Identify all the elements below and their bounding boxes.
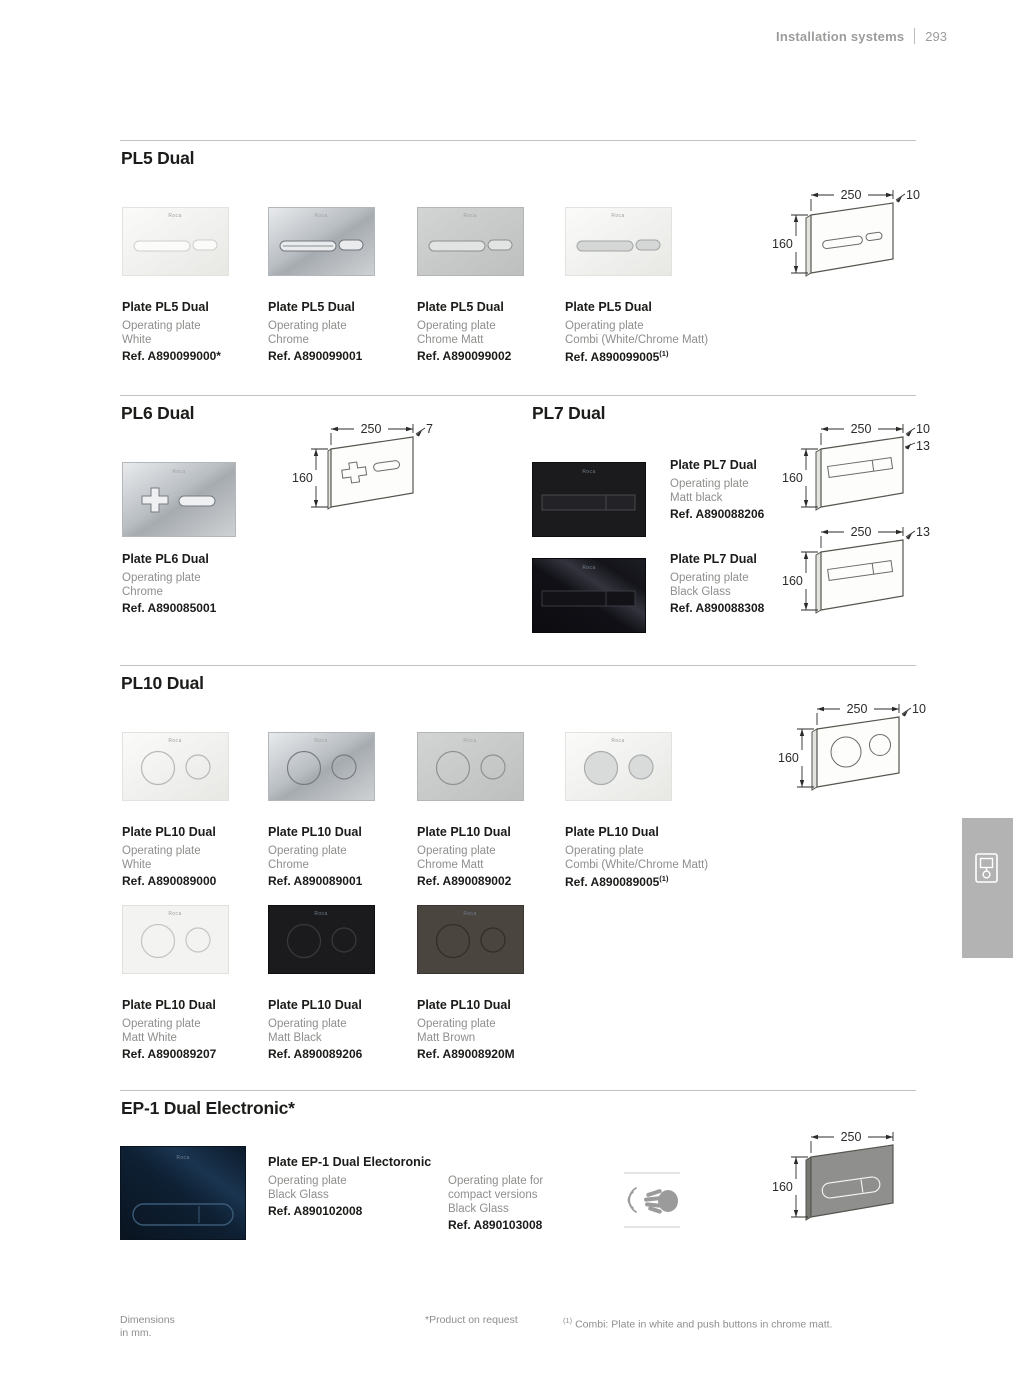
page-header — [776, 28, 947, 44]
product-card — [268, 1155, 448, 1218]
product-photo-combi-plate — [565, 207, 672, 276]
product-desc: Operating plate White — [122, 845, 201, 871]
roca-logo: Roca — [314, 911, 328, 917]
product-photo-chrome-plate — [268, 732, 375, 801]
product-photo-white-plate — [122, 207, 229, 276]
roca-logo: Roca — [168, 738, 182, 744]
roca-logo: Roca — [463, 911, 477, 917]
footnote-combi: $^{(1)}$ Combi: Plate in white and push buttons in chrome matt. — [563, 1316, 833, 1331]
product-card — [268, 732, 428, 888]
dim-width-label: 250 — [850, 422, 872, 436]
product-ref: Ref. A890089207 — [122, 1047, 217, 1061]
dimension-diagram-pl6 — [292, 420, 440, 524]
roca-logo: Roca — [611, 738, 625, 744]
dim-depth2-label: 13 — [916, 439, 930, 453]
product-desc: Operating plate for compact versions Black Glass — [448, 1175, 544, 1215]
dim-depth-label: 10 — [916, 422, 930, 436]
dim-width-label: 250 — [840, 188, 862, 202]
product-card — [122, 905, 282, 1061]
dimension-diagram-pl10 — [778, 700, 926, 804]
product-ref: Ref. A89008920M — [417, 1047, 515, 1061]
dim-depth-label: 10 — [906, 188, 920, 202]
product-photo-chrome-plate — [268, 207, 375, 276]
product-name: Plate PL5 Dual — [122, 300, 209, 314]
section-rule — [120, 1090, 916, 1091]
concealed-cistern-icon — [974, 852, 1000, 890]
product-ref: Ref. A890099005$^{(1)}$ — [565, 349, 669, 364]
roca-logo: Roca — [172, 469, 186, 475]
product-desc: Operating plate Chrome — [268, 845, 347, 871]
product-card — [565, 207, 725, 364]
product-photo-matt-white-plate — [122, 905, 229, 974]
product-ref: Ref. A890099002 — [417, 349, 512, 363]
product-name: Plate PL10 Dual — [417, 998, 511, 1012]
product-ref: Ref. A890088308 — [670, 601, 765, 615]
product-ref: Ref. A890088206 — [670, 507, 765, 521]
roca-logo: Roca — [314, 738, 328, 744]
product-card — [122, 552, 292, 615]
page-number: 293 — [925, 28, 947, 44]
product-ref: Ref. A890089005$^{(1)}$ — [565, 874, 669, 889]
roca-logo: Roca — [582, 469, 596, 475]
product-desc: Operating plate Matt black — [670, 478, 749, 504]
product-desc: Operating plate Chrome — [122, 572, 201, 598]
product-name: Plate PL6 Dual — [122, 552, 209, 566]
product-name: Plate PL5 Dual — [268, 300, 355, 314]
roca-logo: Roca — [463, 738, 477, 744]
product-photo-pl7-matt-black-plate — [532, 462, 646, 537]
product-card — [268, 905, 428, 1061]
dim-depth-label: 7 — [426, 422, 433, 436]
footnote-dimensions: Dimensions in mm. — [120, 1314, 175, 1339]
chapter-tab — [962, 818, 1013, 958]
section-rule — [120, 665, 916, 666]
product-card — [268, 207, 428, 363]
product-name: Plate PL10 Dual — [417, 825, 511, 839]
product-photo-pl6-chrome-plate — [122, 462, 236, 537]
product-desc: Operating plate Chrome Matt — [417, 320, 496, 346]
product-card — [417, 207, 577, 363]
dim-width-label: 250 — [846, 702, 868, 716]
section-label: Installation systems — [776, 28, 905, 44]
product-name: Plate PL10 Dual — [122, 825, 216, 839]
product-photo-ep1-black-glass-plate — [120, 1146, 246, 1240]
product-desc: Operating plate Matt White — [122, 1018, 201, 1044]
roca-logo: Roca — [168, 911, 182, 917]
product-desc: Operating plate Black Glass — [268, 1175, 347, 1201]
section-rule — [120, 395, 916, 396]
product-photo-combi-plate — [565, 732, 672, 801]
product-desc: Operating plate Matt Brown — [417, 1018, 496, 1044]
product-name: Plate EP-1 Dual Electoronic — [268, 1155, 432, 1169]
footnote-product-request: *Product on request — [425, 1314, 518, 1326]
product-card — [565, 732, 725, 889]
header-divider — [914, 28, 915, 44]
dim-height-label: 160 — [772, 1180, 793, 1194]
product-desc: Operating plate Combi (White/Chrome Matt) — [565, 320, 709, 346]
product-photo-chrome-matt-plate — [417, 732, 524, 801]
dim-height-label: 160 — [292, 471, 313, 485]
product-photo-chrome-matt-plate — [417, 207, 524, 276]
product-name: Plate PL10 Dual — [565, 825, 659, 839]
roca-logo: Roca — [314, 213, 328, 219]
dim-height-label: 160 — [772, 237, 793, 251]
roca-logo: Roca — [611, 213, 625, 219]
product-desc: Operating plate Chrome — [268, 320, 347, 346]
waves-icon — [628, 1188, 636, 1212]
dim-width-label: 250 — [850, 525, 872, 539]
product-ref: Ref. A890099000* — [122, 349, 221, 363]
product-desc: Operating plate Black Glass — [670, 572, 749, 598]
product-name: Plate PL10 Dual — [268, 998, 362, 1012]
dim-height-label: 160 — [782, 471, 803, 485]
roca-logo: Roca — [176, 1155, 190, 1161]
product-ref: Ref. A890089002 — [417, 874, 512, 888]
dimension-diagram-ep1 — [772, 1125, 920, 1235]
product-photo-pl7-black-glass-plate — [532, 558, 646, 633]
product-card — [122, 207, 282, 363]
section-rule — [120, 140, 916, 141]
dim-depth-label: 10 — [912, 702, 926, 716]
product-ref: Ref. A890089001 — [268, 874, 363, 888]
dim-depth-label: 13 — [916, 525, 930, 539]
product-card — [417, 905, 577, 1061]
product-ref: Ref. A890102008 — [268, 1204, 363, 1218]
product-desc: Operating plate Chrome Matt — [417, 845, 496, 871]
dim-width-label: 250 — [840, 1130, 862, 1144]
section-title-pl6: PL6 Dual — [121, 403, 195, 423]
dim-height-label: 160 — [782, 574, 803, 588]
product-desc: Operating plate White — [122, 320, 201, 346]
product-variant — [448, 1174, 598, 1232]
product-ref: Ref. A890089206 — [268, 1047, 363, 1061]
product-photo-matt-brown-plate — [417, 905, 524, 974]
product-desc: Operating plate Combi (White/Chrome Matt) — [565, 845, 709, 871]
product-ref: Ref. A890085001 — [122, 601, 217, 615]
hand-icon — [644, 1189, 678, 1214]
product-ref: Ref. A890089000 — [122, 874, 217, 888]
product-card — [417, 732, 577, 888]
product-name: Plate PL5 Dual — [417, 300, 504, 314]
product-ref: Ref. A890099001 — [268, 349, 363, 363]
product-name: Plate PL7 Dual — [670, 458, 757, 472]
product-card — [122, 732, 282, 888]
product-photo-matt-black-plate — [268, 905, 375, 974]
product-desc: Operating plate Matt Black — [268, 1018, 347, 1044]
proximity-sensor-icon — [622, 1172, 684, 1228]
product-name: Plate PL5 Dual — [565, 300, 652, 314]
section-title-ep1: EP-1 Dual Electronic* — [121, 1098, 295, 1118]
product-photo-white-plate — [122, 732, 229, 801]
section-title-pl7: PL7 Dual — [532, 403, 606, 423]
dimension-diagram-pl5 — [772, 186, 920, 290]
dim-height-label: 160 — [778, 751, 799, 765]
product-name: Plate PL7 Dual — [670, 552, 757, 566]
roca-logo: Roca — [582, 565, 596, 571]
product-name: Plate PL10 Dual — [122, 998, 216, 1012]
product-name: Plate PL10 Dual — [268, 825, 362, 839]
roca-logo: Roca — [168, 213, 182, 219]
section-title-pl5: PL5 Dual — [121, 148, 195, 168]
dimension-diagram-pl7-matt-black — [782, 420, 930, 524]
product-ref: Ref. A890103008 — [448, 1218, 543, 1232]
section-title-pl10: PL10 Dual — [121, 673, 204, 693]
dim-width-label: 250 — [360, 422, 382, 436]
roca-logo: Roca — [463, 213, 477, 219]
dimension-diagram-pl7-black-glass — [782, 523, 930, 627]
